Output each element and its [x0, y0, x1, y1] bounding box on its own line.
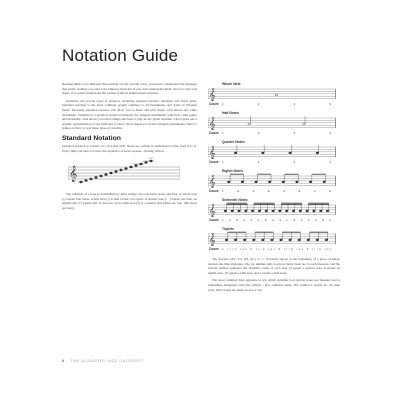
count-text: 1 & 2 & 3 & 4 & — [222, 189, 331, 193]
note-head — [306, 210, 309, 212]
note-head — [252, 239, 255, 241]
note-head — [227, 181, 230, 183]
note-head — [258, 210, 261, 212]
note-head — [272, 210, 275, 212]
count-label: Count: — [209, 160, 220, 164]
note-head — [323, 181, 326, 183]
note-head — [326, 210, 329, 212]
count-text: 1 e & a 2 e & a 3 e & a 4 e & a — [222, 218, 332, 222]
note-value-examples — [208, 82, 340, 253]
rhythm-staff — [208, 202, 336, 224]
note-head — [225, 239, 228, 241]
treble-clef-icon: 𝄞 — [69, 166, 78, 183]
treble-clef-icon: 𝄞 — [209, 117, 216, 131]
note-head — [285, 210, 288, 212]
note-head — [313, 210, 316, 212]
note-head — [244, 210, 247, 212]
treble-clef-icon: 𝄞 — [209, 146, 216, 160]
note-head — [319, 210, 322, 212]
count-label: Count: — [209, 131, 220, 135]
note-head — [298, 239, 301, 241]
left-column — [62, 82, 197, 214]
book-title: THE ACOUSTIC JAZZ GUITARIST — [70, 358, 144, 363]
note-head — [248, 123, 251, 125]
note-example-label: Sixteenth Notes — [222, 198, 248, 202]
count-text: 1 2 3 4 — [222, 102, 331, 106]
note-head — [251, 210, 254, 212]
treble-clef-icon: 𝄞 — [209, 88, 216, 102]
note-head — [279, 210, 282, 212]
note-head — [307, 239, 310, 241]
note-head — [224, 210, 227, 212]
page-title: Notation Guide — [62, 46, 179, 65]
count-text: 1 trip let 2 trip let 3 trip let 4 trip let — [222, 247, 331, 251]
note-example-label: Half Notes — [222, 111, 239, 115]
section-heading: Standard Notation — [62, 134, 121, 142]
note-head — [234, 239, 237, 241]
note-head — [231, 210, 234, 212]
note-example — [208, 169, 340, 195]
note-names-staff-figure — [68, 157, 180, 187]
note-head — [265, 210, 268, 212]
note-head — [309, 181, 312, 183]
count-text: 1 2 3 4 — [222, 160, 331, 164]
count-text: 1 2 3 4 — [222, 131, 331, 135]
note-head — [316, 239, 319, 241]
right-column — [208, 82, 340, 295]
staff-paragraph: Standard notation is written on a five-line staff. Notes are written in alphabetical order from A to G. Every time you pass a G note, the sequence of notes repeats—starting with A. — [62, 143, 197, 153]
note-head — [316, 152, 319, 154]
count-label: Count: — [209, 218, 220, 222]
note-head — [255, 181, 258, 183]
note-head — [289, 152, 292, 154]
note-example — [208, 140, 340, 166]
note-example — [208, 82, 340, 108]
note-head — [261, 239, 264, 241]
note-head — [299, 210, 302, 212]
page-footer — [62, 358, 144, 363]
count-label: Count: — [209, 102, 220, 106]
treble-clef-icon: 𝄞 — [209, 233, 216, 247]
note-head — [268, 181, 271, 183]
note-head — [292, 210, 295, 212]
note-head — [296, 181, 299, 183]
note-head — [275, 94, 278, 96]
note-head — [234, 152, 237, 154]
note-example — [208, 111, 340, 137]
rhythm-staff — [208, 231, 336, 253]
note-head — [282, 181, 285, 183]
note-head — [302, 123, 305, 125]
treble-clef-icon: 𝄞 — [209, 175, 216, 189]
note-head — [280, 239, 283, 241]
intro-paragraph: Reading music is no different than reading a book: In both cases, you need to understand the language that you're reading; you can't read Chinese characters if you don't understand them, and you can't read music if you don't understand the written symbols behind music notation. — [62, 82, 197, 96]
note-head — [271, 239, 274, 241]
note-example-label: Quarter Notes — [222, 140, 245, 144]
page-number: 6 — [62, 358, 65, 363]
rhythm-staff — [208, 86, 336, 108]
note-example-label: Triplets — [222, 227, 235, 231]
count-label: Count: — [209, 247, 220, 251]
common-time-paragraph: The most common time signature is 4/4, which signifies four quarter notes per measure and is sometimes designated with the symbol c (for common time). The symbol ¢ stands for cut time (2/2). Most songs are either in 4/4 or 3/4. — [208, 278, 340, 292]
treble-clef-icon: 𝄞 — [209, 204, 216, 218]
note-head — [289, 239, 292, 241]
note-example-label: Eighth Notes — [222, 169, 243, 173]
duration-paragraph: The duration of a note is determined by three things: the note head, stem, and flag. A whole note (𝅝) equals four beats. A half note (𝅗𝅥) is half of that: two beats. A quarter note (♩) equals one beat, an eighth note (♪) equals half of one beat, and a 16th note (𝅘𝅥𝅯) is a quarter beat (there are four 16th notes per beat). — [62, 192, 197, 210]
time-signature-paragraph: The fraction (4/4, 3/4, 6/8, etc.) or ‘c’ character shown at the beginning of a piece of music denotes the time signature. The top number tells you how many beats are in each measure, and the bottom number indicates the rhythmic value of each beat (4 equals a quarter note, 8 equals an eighth note, 16 equals a 16th note, and 2 equals a half note). — [208, 257, 340, 275]
note-head — [238, 210, 241, 212]
rhythm-staff — [208, 115, 336, 137]
rhythm-staff — [208, 144, 336, 166]
note-head — [261, 152, 264, 154]
notation-types-paragraph: Guitarists use several types of notation, including standard notation, tablature, and chord grids. Standard notation is the most common system common to all instruments and styles in Western music. Knowing standard notation will allow you to share and play music with almost any other instrument. Tablature is a notation system exclusively for stringed instruments with frets—like guitar and mandolin—that shows you what strings and frets to play in any given moment. Chord grids use a graphic representation of the fretboard to show chord shapes for fretted stringed instruments. Here's a primer on how to read these types of notation. — [62, 98, 197, 131]
note-head — [243, 239, 246, 241]
note-example — [208, 227, 340, 253]
note-example — [208, 198, 340, 224]
count-label: Count: — [209, 189, 220, 193]
note-example-label: Whole Note — [222, 82, 241, 86]
rhythm-staff — [208, 173, 336, 195]
note-head — [241, 181, 244, 183]
note-head — [325, 239, 328, 241]
